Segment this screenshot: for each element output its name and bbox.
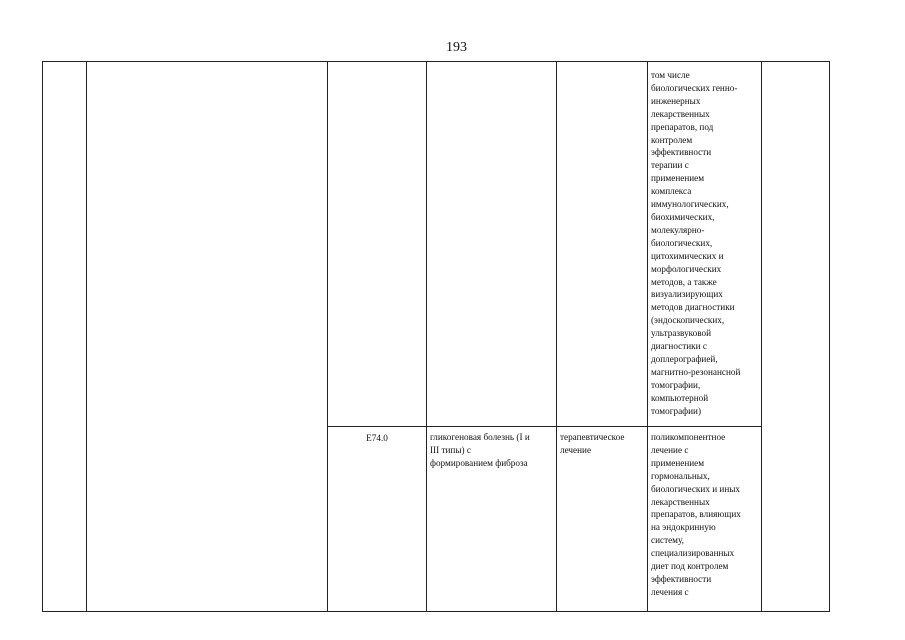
treatment-method-text: том числе биологических генно- инженерных лекарственных препаратов, под контролем эффективности терапии с применением комплекса иммунологических, биохимических, молекулярно- биологических, цитохимических и морфологических методов, а также визуализирующих методов диагностики (эндоскопических, ультразвуковой диагностики с доплерографией, магнитно-резонансной томографии, компьютерной томографии): [651, 70, 741, 416]
index-cell: [43, 62, 87, 612]
disease-cell: [427, 427, 557, 612]
treatment-type-text: [557, 62, 647, 66]
code-cell: [328, 427, 427, 612]
code-cell: [328, 62, 427, 427]
code-text: [328, 62, 426, 67]
page-number: 193: [446, 40, 467, 55]
code-text: E74.0: [366, 433, 388, 443]
profile-name-cell: [87, 62, 328, 612]
cost-cell: [762, 62, 830, 612]
table-row: [43, 62, 830, 427]
medical-care-table: [42, 61, 830, 612]
treatment-method-text: поликомпонентное лечение с применением гормональных, биологических и иных лекарственных препаратов, влияющих на эндокринную систему, специализированных диет под контролем эффективности лечения с: [651, 432, 741, 597]
disease-text: гликогеновая болезнь (I и III типы) с формированием фиброза: [430, 432, 530, 468]
treatment-type-text: терапевтическое лечение: [560, 432, 625, 455]
disease-cell: [427, 62, 557, 427]
treatment-type-cell: [557, 427, 648, 612]
treatment-method-cell: [648, 427, 762, 612]
treatment-method-cell: [648, 62, 762, 427]
treatment-type-cell: [557, 62, 648, 427]
disease-text: [427, 62, 556, 66]
